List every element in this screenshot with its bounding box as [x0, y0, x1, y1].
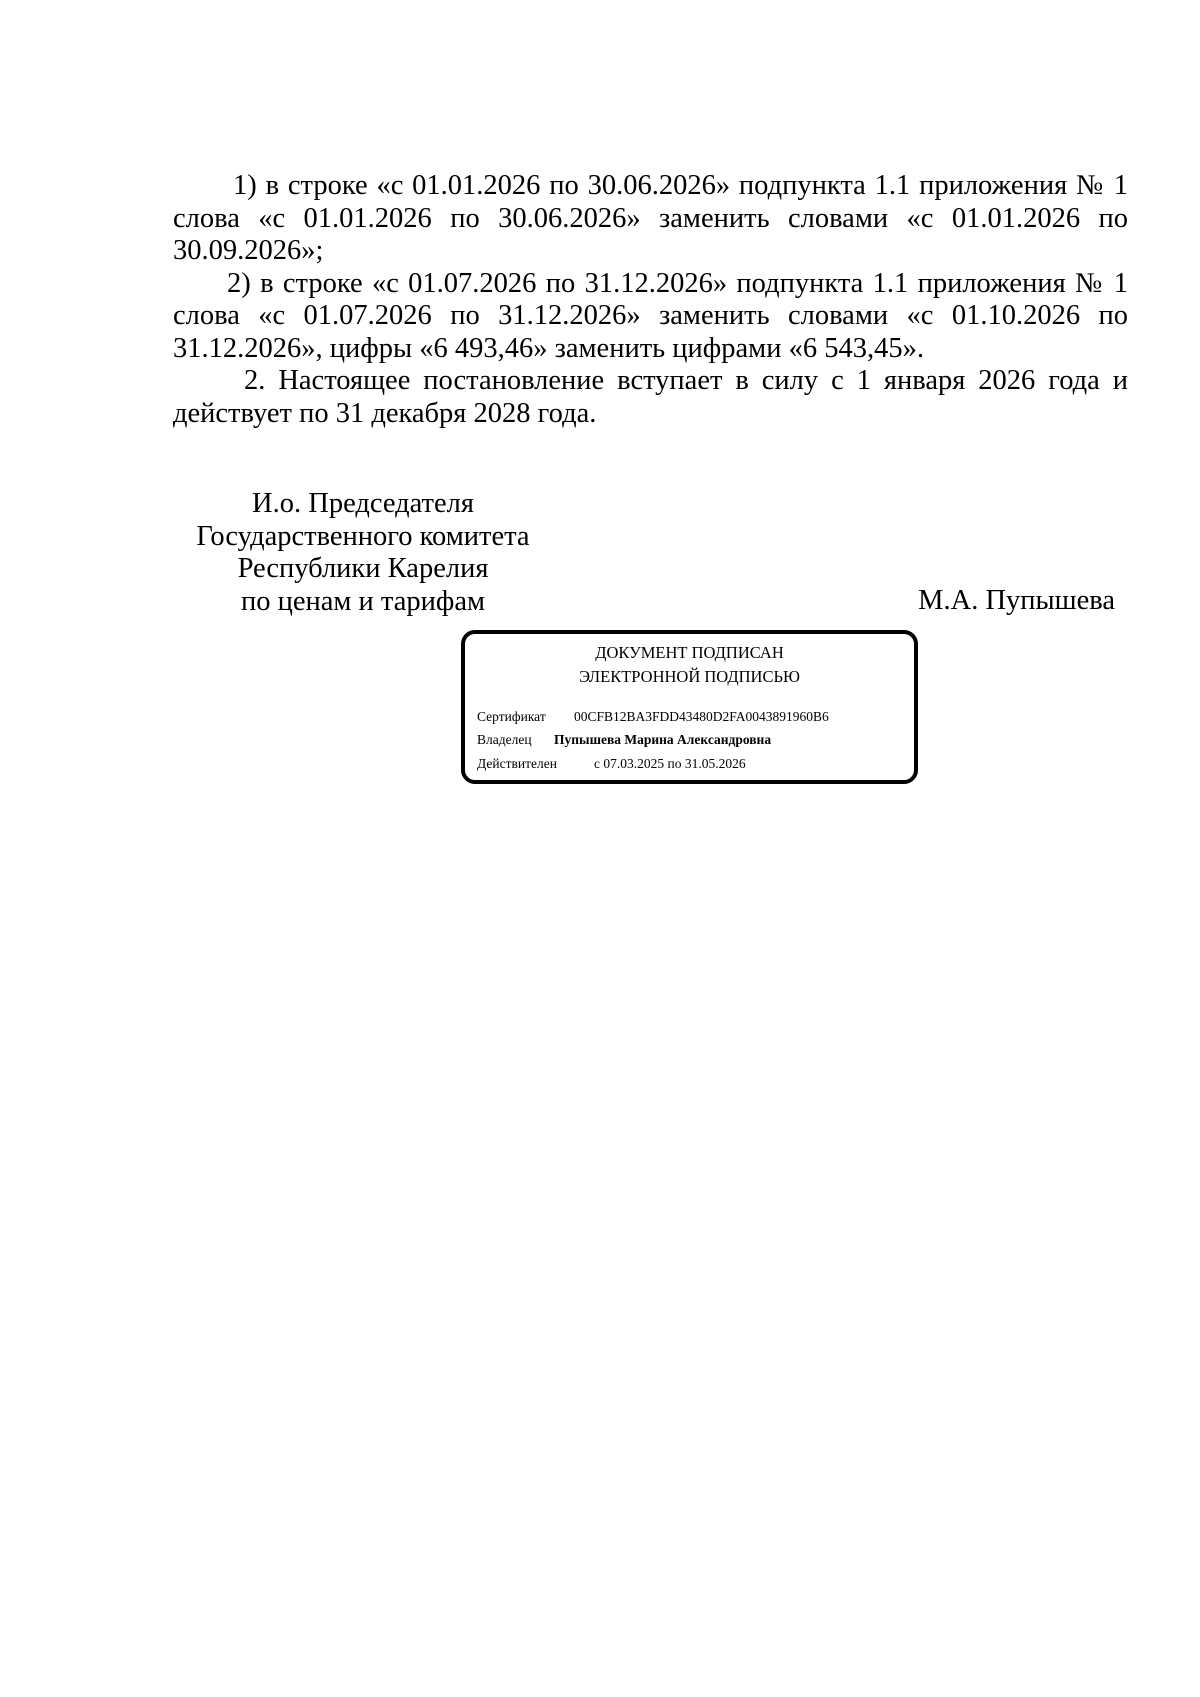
- signer-title-line: по ценам и тарифам: [240, 585, 486, 617]
- stamp-heading: [465, 641, 914, 689]
- signer-name: М.А. Пупышева: [918, 585, 1115, 616]
- paragraph-clause-2: 2. Настоящее постановление вступает в силу с 1 января 2026 года и действует по 31 декабря 2028 года.: [173, 365, 1128, 429]
- signer-title-line: Республики Карелия: [237, 553, 489, 584]
- owner-label: Владелец: [477, 732, 532, 747]
- stamp-heading-line: ДОКУМЕНТ ПОДПИСАН: [595, 643, 784, 662]
- stamp-heading-line: ЭЛЕКТРОННОЙ ПОДПИСЬЮ: [579, 667, 800, 686]
- stamp-certificate-row: [477, 708, 829, 726]
- stamp-validity-row: [477, 755, 746, 773]
- signer-title-line: И.о. Председателя: [252, 488, 474, 519]
- paragraph-item-2: 2) в строке «с 01.07.2026 по 31.12.2026» подпункта 1.1 приложения № 1 слова «с 01.07.2026 по 31.12.2026» заменить словами «с 01.10.2026 по 31.12.2026», цифры «6 493,46» заменить цифрами «6 543,45».: [173, 267, 1128, 364]
- certificate-value: 00CFB12BA3FDD43480D2FA0043891960B6: [574, 709, 829, 724]
- certificate-label: Сертификат: [477, 709, 546, 724]
- stamp-owner-row: [477, 731, 771, 749]
- owner-value: Пупышева Марина Александровна: [554, 732, 772, 747]
- signer-position: [173, 488, 553, 618]
- validity-label: Действителен: [477, 756, 557, 771]
- paragraph-item-1: 1) в строке «с 01.01.2026 по 30.06.2026» подпункта 1.1 приложения № 1 слова «с 01.01.2026 по 30.06.2026» заменить словами «с 01.01.2026 по 30.09.2026»;: [173, 170, 1128, 266]
- validity-value: с 07.03.2025 по 31.05.2026: [594, 756, 746, 771]
- signer-title-line: Государственного комитета: [196, 520, 530, 552]
- document-body: [173, 170, 1128, 430]
- electronic-signature-stamp: [461, 630, 918, 784]
